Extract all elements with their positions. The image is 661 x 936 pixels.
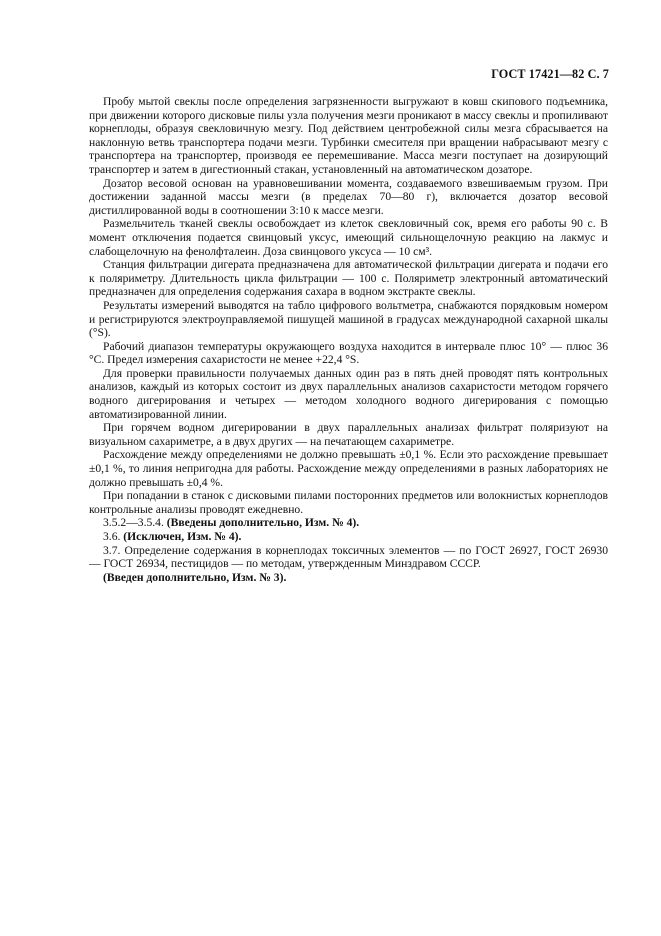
paragraph-weigh-dispenser: Дозатор весовой основан на уравновешивании момента, создаваемого взвешиваемым грузом. При достижении заданной массы мезги (в пределах 70—80 г), включается дозатор весовой дистиллированной воды в соотношении 3:10 к массе мезги.	[89, 176, 608, 217]
clause-3-7: 3.7. Определение содержания в корнеплодах токсичных элементов — по ГОСТ 26927, ГОСТ 26930 — ГОСТ 26934, пестицидов — по методам, утвержденным Минздравом СССР.	[89, 543, 608, 571]
amendment-note: (Введен дополнительно, Изм. № 3).	[103, 570, 287, 584]
paragraph-temperature: Рабочий диапазон температуры окружающего воздуха находится в интервале плюс 10° — плюс 36 °С. Предел измерения сахаристости не менее +22,4 °S.	[89, 339, 608, 367]
clause-number: 3.5.2—3.5.4.	[103, 516, 164, 530]
clause-3-6	[89, 530, 608, 544]
running-header: ГОСТ 17421—82 С. 7	[491, 67, 609, 81]
paragraph-discrepancy: Расхождение между определениями не должно превышать ±0,1 %. Если это расхождение превышает ±0,1 %, то линия непригодна для работы. Расхождение между определениями в разных лабораториях не должно превышать ±0,4 %.	[89, 448, 608, 489]
clause-3-5-2	[89, 516, 608, 530]
amendment-note: (Введены дополнительно, Изм. № 4).	[166, 516, 360, 530]
paragraph-grinder: Размельчитель тканей свеклы освобождает из клеток свекловичный сок, время его работы 90 с. В момент отключения подается свинцовый уксус, имеющий сильнощелочную реакцию на лакмус и слабощелочную на фенолфталеин. Доза свинцового уксуса — 10 см³.	[89, 217, 608, 258]
amendment-note: (Исключен, Изм. № 4).	[123, 530, 242, 543]
paragraph-control-analyses: Для проверки правильности получаемых данных один раз в пять дней проводят пять контрольных анализов, каждый из которых состоит из двух параллельных анализов сахаристости методом горячего водного дигерирования и четырех — методом холодного водного дигерирования с помощью автоматизированной линии.	[89, 366, 608, 421]
body-text	[89, 95, 608, 584]
paragraph-hot-digestion: При горячем водном дигерировании в двух параллельных анализах фильтрат поляризуют на визуальном сахариметре, а в двух других — на печатающем сахариметре.	[89, 421, 608, 448]
paragraph-results: Результаты измерений выводятся на табло цифрового вольтметра, снабжаются порядковым номером и регистрируются электроуправляемой пишущей машиной в градусах международной сахарной шкалы (°S).	[89, 298, 608, 340]
paragraph-filtration: Станция фильтрации дигерата предназначена для автоматической фильтрации дигерата и подачи его к поляриметру. Длительность цикла фильтрации — 100 с. Поляриметр электронный автоматический предназначен для определения содержания сахара в водном экстракте свеклы.	[89, 258, 608, 299]
clause-number: 3.6.	[103, 530, 121, 543]
paragraph-foreign-objects: При попадании в станок с дисковыми пилами посторонних предметов или волокнистых корнеплодов контрольные анализы проводят ежедневно.	[89, 489, 608, 516]
paragraph-sampling: Пробу мытой свеклы после определения загрязненности выгружают в ковш скипового подъемника, при движении которого дисковые пилы узла получения мезги проникают в массу свеклы и пропиливают корнеплоды, образуя свекловичную мезгу. Под действием центробежной силы мезга сбрасывается на наклонную ветвь транспортера подачи мезги. Турбинки смесителя при вращении набрасывают мезгу с транспортера на транспортер, производя ее перемешивание. Масса мезги поступает на дозирующий транспортер и затем в дигестионный стакан, установленный на автоматическом дозаторе.	[89, 95, 608, 176]
